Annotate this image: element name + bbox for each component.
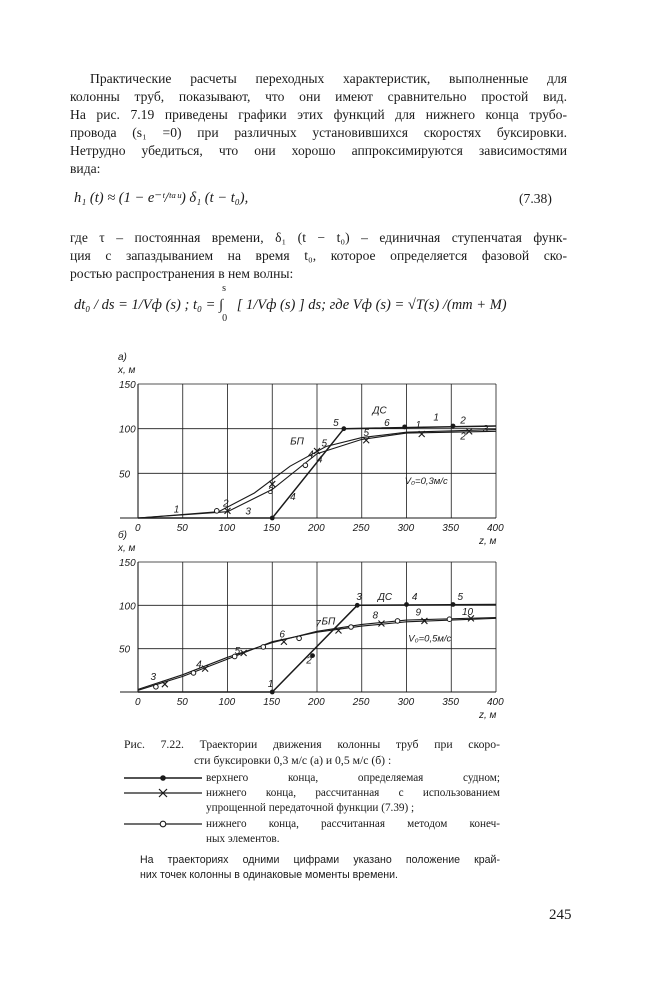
- y-tick-label: 50: [119, 469, 131, 481]
- definition-paragraph: [70, 229, 567, 283]
- data-point-dot: [451, 602, 456, 607]
- data-point-circle: [191, 671, 196, 676]
- time-label: 1: [415, 419, 422, 431]
- data-point-circle: [303, 463, 308, 468]
- data-point-circle: [261, 645, 266, 650]
- time-label: 5: [363, 427, 370, 439]
- page-number: 245: [549, 907, 572, 923]
- legend-text-continued: упрощенной передаточной функции (7.39) ;: [206, 802, 415, 814]
- data-point-circle: [395, 619, 400, 624]
- equation-t0: [74, 283, 507, 324]
- equation-number: (7.38): [519, 191, 552, 206]
- text-line: вида:: [70, 161, 101, 176]
- time-label: 5: [457, 592, 464, 604]
- data-point-circle: [349, 625, 354, 630]
- legend-text: нижнего конца, рассчитанная методом конеч-: [206, 818, 500, 830]
- legend-cross-line-icon: [124, 787, 202, 799]
- data-point-circle: [214, 509, 219, 514]
- x-tick-label: 350: [442, 523, 459, 534]
- figure-note: [140, 853, 500, 883]
- time-label: 5: [333, 417, 339, 429]
- x-tick-label: 0: [135, 697, 141, 708]
- y-axis-label: x, м: [118, 365, 136, 376]
- time-label: 4: [411, 592, 418, 604]
- time-label: 3: [267, 485, 274, 497]
- x-tick-label: 100: [218, 697, 236, 708]
- x-tick-label: 400: [487, 523, 504, 534]
- time-label: 4: [317, 454, 323, 466]
- y-tick-label: 150: [119, 380, 136, 391]
- data-point-dot: [270, 690, 275, 695]
- time-label: 6: [384, 417, 390, 429]
- data-point-dot: [270, 516, 275, 521]
- equation-7-38: h₁ (t) ≈ (1 − e⁻ᵗ/ᵗᵃᵘ) δ₁ (t − t₀),: [74, 190, 249, 206]
- time-label: 9: [415, 607, 422, 619]
- curve-label: БП: [321, 616, 336, 628]
- legend-circle-line-icon: [124, 818, 202, 830]
- x-tick-label: 350: [442, 697, 459, 708]
- x-tick-label: 250: [352, 697, 370, 708]
- time-label: 2: [460, 431, 466, 443]
- x-axis-label: z, м: [479, 536, 497, 547]
- y-axis-label: x, м: [118, 543, 136, 554]
- y-tick-label: 50: [119, 644, 131, 656]
- text-line: ростью распространения в нем волны:: [70, 266, 294, 281]
- curve-label: БП: [290, 436, 304, 448]
- legend-text: верхнего конца, определяемая судном;: [206, 772, 500, 784]
- time-label: 10: [461, 606, 474, 618]
- data-point-circle: [297, 636, 302, 641]
- time-label: 5: [234, 645, 241, 657]
- legend-text: нижнего конца, рассчитанная с использованием: [206, 787, 500, 799]
- data-point-dot: [451, 424, 456, 429]
- time-label: 3: [150, 671, 157, 683]
- time-label: 3: [356, 592, 362, 604]
- time-label: 2: [306, 655, 312, 667]
- legend-item-lower-end-simplified: [124, 786, 500, 802]
- legend-item-upper-end: [124, 771, 500, 787]
- time-label: 4: [196, 659, 202, 671]
- time-label: 2: [460, 415, 466, 427]
- x-tick-label: 300: [397, 697, 415, 708]
- caption-line: Рис. 7.22. Траектории движения колонны труб при скоро-: [124, 738, 500, 751]
- data-point-dot: [355, 603, 360, 608]
- time-label: 3: [482, 424, 489, 436]
- equation-part: dt₀ / ds = 1/Vф (s) ; t₀ =: [74, 297, 220, 313]
- x-axis-label: z, м: [479, 710, 497, 721]
- intro-paragraph: [70, 70, 567, 178]
- x-tick-label: 300: [397, 523, 415, 534]
- equation-part: [ 1/Vф (s) ] ds; где Vф (s) = √T(s) /(mт + M): [236, 297, 507, 313]
- x-tick-label: 50: [176, 697, 188, 708]
- caption-line: сти буксировки 0,3 м/с (а) и 0,5 м/с (б) :: [194, 754, 392, 767]
- note-line: На траекториях одними цифрами указано положение край-: [140, 854, 500, 866]
- y-tick-label: 150: [119, 558, 136, 569]
- x-tick-label: 400: [487, 697, 504, 708]
- figure-caption: [124, 737, 500, 769]
- integral-sign: s ∫ 0: [219, 283, 228, 324]
- x-tick-label: 100: [218, 523, 236, 534]
- x-tick-label: 200: [308, 697, 325, 708]
- figure-7-22: [0, 340, 650, 740]
- text-line: На рис. 7.19 приведены графики этих функций для нижнего конца трубо-: [70, 107, 567, 122]
- x-tick-label: 50: [176, 523, 188, 534]
- panel-label: а): [118, 352, 127, 363]
- x-tick-label: 150: [263, 523, 280, 534]
- y-tick-label: 100: [119, 424, 136, 436]
- text-line: Нетрудно убедиться, что они хорошо аппроксимируются зависимостями: [70, 143, 567, 158]
- data-point-dot: [404, 602, 409, 607]
- time-label: 4: [290, 492, 296, 504]
- time-label: 7: [315, 619, 321, 630]
- x-tick-label: 150: [263, 697, 280, 708]
- time-label: 1: [433, 412, 439, 424]
- x-tick-label: 200: [308, 523, 325, 534]
- time-label: 6: [279, 629, 285, 641]
- integral-upper-limit: s: [222, 283, 226, 294]
- text-line: где τ – постоянная времени, δ₁ (t − t₀) – единичная ступенчатая функ-: [70, 230, 567, 245]
- panel-label: б): [118, 530, 127, 541]
- text-line: Практические расчеты переходных характеристик, выполненные для: [90, 71, 567, 86]
- time-label: 8: [372, 610, 379, 622]
- text-line: провода (s₁ =0) при различных установившихся скоростях буксировки.: [70, 125, 567, 140]
- data-point-dot: [402, 424, 407, 429]
- data-point-circle: [447, 617, 452, 622]
- x-tick-label: 0: [135, 523, 141, 534]
- x-tick-label: 250: [352, 523, 370, 534]
- integral-lower-limit: 0: [222, 313, 228, 324]
- time-label: 1: [267, 678, 274, 690]
- legend-dot-line-icon: [124, 772, 202, 784]
- note-line: них точек колонны в одинаковые моменты времени.: [140, 869, 398, 881]
- velocity-annotation: V₀=0,5м/с: [408, 633, 452, 645]
- curve-label: ДС: [377, 592, 393, 604]
- legend-text-continued: ных элементов.: [206, 833, 280, 845]
- curve-label: ДС: [372, 405, 387, 417]
- y-tick-label: 100: [119, 601, 136, 613]
- time-label: 1: [173, 504, 180, 516]
- legend-item-lower-end-fem: [124, 817, 500, 833]
- time-label: 5: [321, 438, 328, 450]
- time-label: 3: [245, 506, 251, 518]
- text-line: колонны труб, показывают, что они имеют сравнительно простой вид.: [70, 89, 567, 104]
- velocity-annotation: V₀=0,3м/с: [404, 476, 448, 488]
- time-label: 4: [308, 449, 314, 461]
- data-point-dot: [341, 426, 346, 431]
- time-label: 2: [223, 498, 229, 510]
- text-line: ция с запаздыванием на время t₀, которое определяется фазовой ско-: [70, 248, 567, 263]
- data-point-circle: [154, 685, 159, 690]
